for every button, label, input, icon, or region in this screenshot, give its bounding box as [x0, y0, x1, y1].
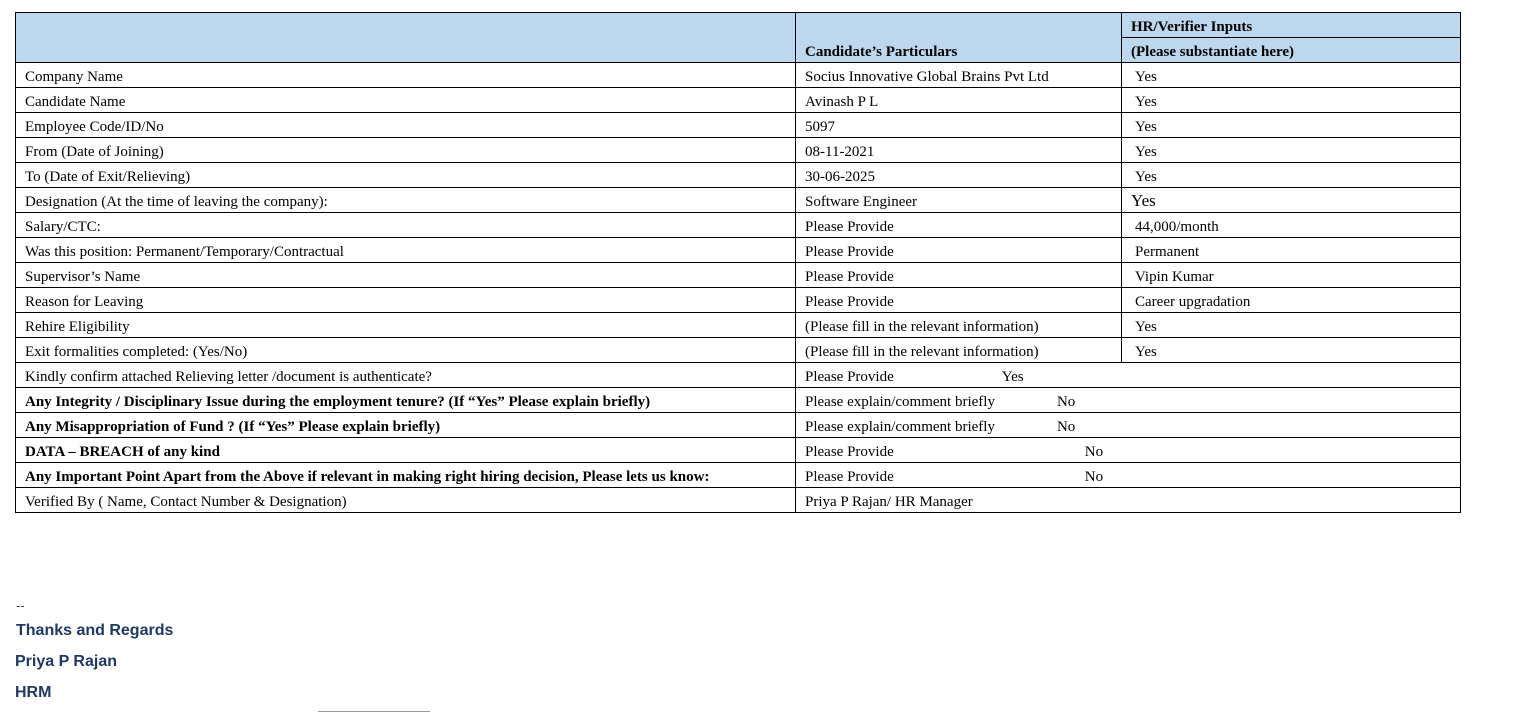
row-inline-answer: No	[1056, 394, 1076, 410]
row-label: Salary/CTC:	[16, 213, 796, 238]
row-hr-value: Yes	[1122, 138, 1461, 163]
row-hr-value: Yes	[1122, 113, 1461, 138]
row-hr-value: Vipin Kumar	[1122, 263, 1461, 288]
table-row	[16, 338, 1461, 363]
header-hr-subtitle: (Please substantiate here)	[1131, 44, 1295, 60]
row-candidate-value: Priya P Rajan/ HR Manager	[805, 494, 973, 510]
header-hr-sub-cell	[1122, 38, 1461, 63]
table-row	[16, 288, 1461, 313]
row-label: Candidate Name	[16, 88, 796, 113]
verification-table	[15, 12, 1461, 513]
row-label: Employee Code/ID/No	[16, 113, 796, 138]
row-label: Company Name	[16, 63, 796, 88]
header-hr-top-cell	[1122, 13, 1461, 38]
row-candidate-value: Please Provide	[805, 369, 894, 385]
row-label: From (Date of Joining)	[16, 138, 796, 163]
table-row	[16, 263, 1461, 288]
row-merged-value	[796, 363, 1461, 388]
row-candidate-value: Please Provide	[796, 263, 1122, 288]
row-candidate-value: Avinash P L	[796, 88, 1122, 113]
row-inline-answer: No	[1084, 444, 1104, 460]
table-row-merged	[16, 438, 1461, 463]
table-row	[16, 113, 1461, 138]
table-row-merged	[16, 388, 1461, 413]
table-row	[16, 63, 1461, 88]
row-candidate-value: Please explain/comment briefly	[805, 419, 995, 435]
signature-separator: --	[16, 598, 25, 613]
row-hr-value: Yes	[1122, 88, 1461, 113]
row-hr-value	[1122, 188, 1461, 213]
row-inline-answer: Yes	[1001, 369, 1024, 385]
row-candidate-value: Please Provide	[805, 444, 894, 460]
row-candidate-value: 5097	[796, 113, 1122, 138]
row-candidate-value: Please Provide	[796, 288, 1122, 313]
header-row-top	[16, 13, 1461, 38]
table-row	[16, 88, 1461, 113]
row-merged-value	[796, 388, 1461, 413]
row-hr-value: 44,000/month	[1122, 213, 1461, 238]
header-candidate-label: Candidate’s Particulars	[805, 44, 958, 60]
row-label: Reason for Leaving	[16, 288, 796, 313]
row-candidate-value: (Please fill in the relevant information)	[796, 313, 1122, 338]
row-label: Any Misappropriation of Fund ? (If “Yes” Please explain briefly)	[16, 413, 796, 438]
row-merged-value	[796, 413, 1461, 438]
row-candidate-value: (Please fill in the relevant information)	[796, 338, 1122, 363]
row-inline-answer: No	[1084, 469, 1104, 485]
table-row	[16, 188, 1461, 213]
row-candidate-value: Please Provide	[805, 469, 894, 485]
row-hr-value: Yes	[1122, 63, 1461, 88]
header-hr-title: HR/Verifier Inputs	[1131, 19, 1253, 35]
row-hr-value: Career upgradation	[1122, 288, 1461, 313]
row-candidate-value: Please Provide	[796, 213, 1122, 238]
row-label: Designation (At the time of leaving the company):	[16, 188, 796, 213]
signature-closing: Thanks and Regards	[16, 622, 174, 639]
row-label: Kindly confirm attached Relieving letter /document is authenticate?	[16, 363, 796, 388]
table-row-merged	[16, 413, 1461, 438]
header-empty-cell	[16, 13, 796, 63]
row-hr-value: Yes	[1122, 313, 1461, 338]
row-label: Supervisor’s Name	[16, 263, 796, 288]
row-inline-answer: No	[1056, 419, 1076, 435]
row-candidate-value: Please explain/comment briefly	[805, 394, 995, 410]
row-hr-value: Yes	[1122, 338, 1461, 363]
row-hr-value-text: Yes	[1131, 191, 1156, 210]
row-candidate-value: Socius Innovative Global Brains Pvt Ltd	[796, 63, 1122, 88]
row-hr-value: Permanent	[1122, 238, 1461, 263]
header-candidate-cell	[796, 13, 1122, 63]
row-label: Verified By ( Name, Contact Number & Designation)	[16, 488, 796, 513]
row-candidate-value: Please Provide	[796, 238, 1122, 263]
table-row	[16, 163, 1461, 188]
email-signature	[16, 598, 173, 713]
row-candidate-value: 30-06-2025	[796, 163, 1122, 188]
row-merged-value	[796, 463, 1461, 488]
signature-title: HRM	[15, 684, 52, 701]
table-row-merged	[16, 363, 1461, 388]
row-hr-value: Yes	[1122, 163, 1461, 188]
table-row	[16, 213, 1461, 238]
row-candidate-value: 08-11-2021	[796, 138, 1122, 163]
table-row	[16, 138, 1461, 163]
row-candidate-value: Software Engineer	[796, 188, 1122, 213]
row-merged-value	[796, 438, 1461, 463]
signature-name: Priya P Rajan	[15, 653, 117, 670]
table-row-merged	[16, 463, 1461, 488]
row-label: Exit formalities completed: (Yes/No)	[16, 338, 796, 363]
row-label: Was this position: Permanent/Temporary/Contractual	[16, 238, 796, 263]
table-row	[16, 313, 1461, 338]
table-row	[16, 238, 1461, 263]
row-merged-value	[796, 488, 1461, 513]
table-row-merged	[16, 488, 1461, 513]
row-label: Any Integrity / Disciplinary Issue during the employment tenure? (If “Yes” Please explain briefly)	[16, 388, 796, 413]
divider-line	[318, 711, 430, 712]
row-label: Any Important Point Apart from the Above if relevant in making right hiring decision, Please lets us know:	[16, 463, 796, 488]
row-label: To (Date of Exit/Relieving)	[16, 163, 796, 188]
row-label: DATA – BREACH of any kind	[16, 438, 796, 463]
row-label: Rehire Eligibility	[16, 313, 796, 338]
